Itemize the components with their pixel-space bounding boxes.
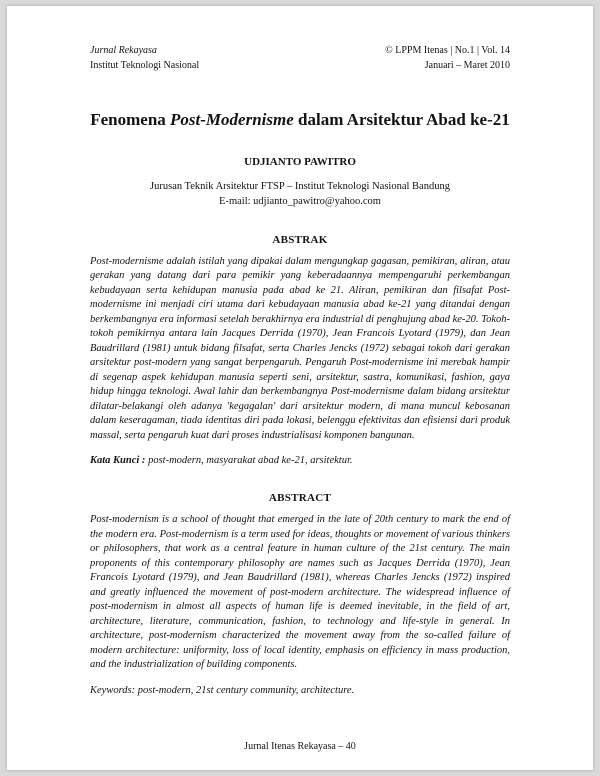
kata-kunci-label: Kata Kunci : bbox=[90, 454, 146, 466]
paper-title bbox=[90, 109, 510, 130]
journal-name: Jurnal Rekayasa bbox=[90, 45, 157, 56]
journal-header bbox=[90, 44, 510, 73]
kata-kunci-text: post-modern, masyarakat abad ke-21, arsitektur. bbox=[145, 454, 353, 466]
affiliation-block bbox=[90, 179, 510, 209]
title-part-post: dalam Arsitektur Abad ke-21 bbox=[293, 110, 510, 129]
institution-name: Institut Teknologi Nasional bbox=[90, 59, 200, 71]
issue-date: Januari – Maret 2010 bbox=[424, 59, 510, 71]
header-left bbox=[90, 44, 199, 73]
abstract-body: Post-modernism is a school of thought that emerged in the late of 20th century to mark the end of the modern era. Post-modernism is a term used for ideas, thoughts or movement of various thinkers or philosophers, that work as a central feature in human culture of the 21st century. The main proponents of this contemporary philosophy are names such as Jacques Derrida (1970), Jean Francois Lyotard (1979), and Jean Baudrillard (1981), whereas Charles Jencks (1972) inspired and greatly influenced the movement of post-modern architecture. The widespread influence of post-modernism in almost all aspects of human life is deemed inevitable, in the field of art, architecture, literature, communication, fashion, to technology and life-style in general. In architecture, post-modernism characterized the movement away from the so-called failure of modern architecture: uniformity, loss of local identity, emphasis on efficiency in mass production, and the industrialization of building components. bbox=[90, 514, 510, 671]
abstrak-body: Post-modernisme adalah istilah yang dipakai dalam mengungkap gagasan, pemikiran, aliran, atau gerakan yang datang dari para pemikir yang keberadaannya mempengaruhi perkembangan kebudayaan serta kehidupan manusia pada abad ke 21. Aliran, pemikiran dan filsafat Post-modernisme ini menjadi ciri utama dari kebudayaan manusia abad ke-21 yang ditandai dengan berkembangnya era informasi setelah berakhirnya era industrial di penghujung abad ke-20. Tokoh-tokoh pemikirnya antara lain Jacques Derrida (1970), Jean Francois Lyotard (1979), dan Jean Baudrillard (1981) untuk bidang filsafat, serta Charles Jencks (1972) sebagai tokoh dari gerakan arsitektur post-modern yang sangat berpengaruh. Pengaruh Post-modernisme ini merebak hampir di segenap aspek kehidupan manusia seperti seni, arsitektur, sastra, komunikasi, fashion, gaya hidup hingga teknologi. Awal lahir dan berkembangnya Post-modernisme dalam bidang arsitektur dilatar-belakangi oleh adanya 'kegagalan' dari arsitektur modern, di mana muncul kebosanan dalam keseragaman, tiada identitas diri pada lokasi, belenggu efektivitas dan efisiensi dari produk massal, serta pengaruh kuat dari proses industrialisasi komponen bangunan. bbox=[90, 255, 510, 441]
paper-page bbox=[7, 6, 593, 770]
issue-info: © LPPM Itenas | No.1 | Vol. 14 bbox=[385, 45, 510, 56]
affiliation-line: Jurusan Teknik Arsitektur FTSP – Institut Teknologi Nasional Bandung bbox=[150, 181, 450, 193]
title-part-italic: Post-Modernisme bbox=[170, 110, 294, 129]
kata-kunci-line bbox=[90, 454, 510, 468]
title-part-pre: Fenomena bbox=[90, 110, 171, 129]
page-footer: Jurnal Itenas Rekayasa – 40 bbox=[244, 741, 356, 752]
header-right bbox=[385, 44, 510, 73]
abstract-heading: ABSTRACT bbox=[268, 492, 332, 505]
author-name: UDJIANTO PAWITRO bbox=[244, 156, 356, 169]
keywords-line: Keywords: post-modern, 21st century community, architecture. bbox=[90, 684, 355, 696]
author-email: E-mail: udjianto_pawitro@yahoo.com bbox=[219, 196, 381, 208]
abstrak-heading: ABSTRAK bbox=[272, 233, 328, 246]
